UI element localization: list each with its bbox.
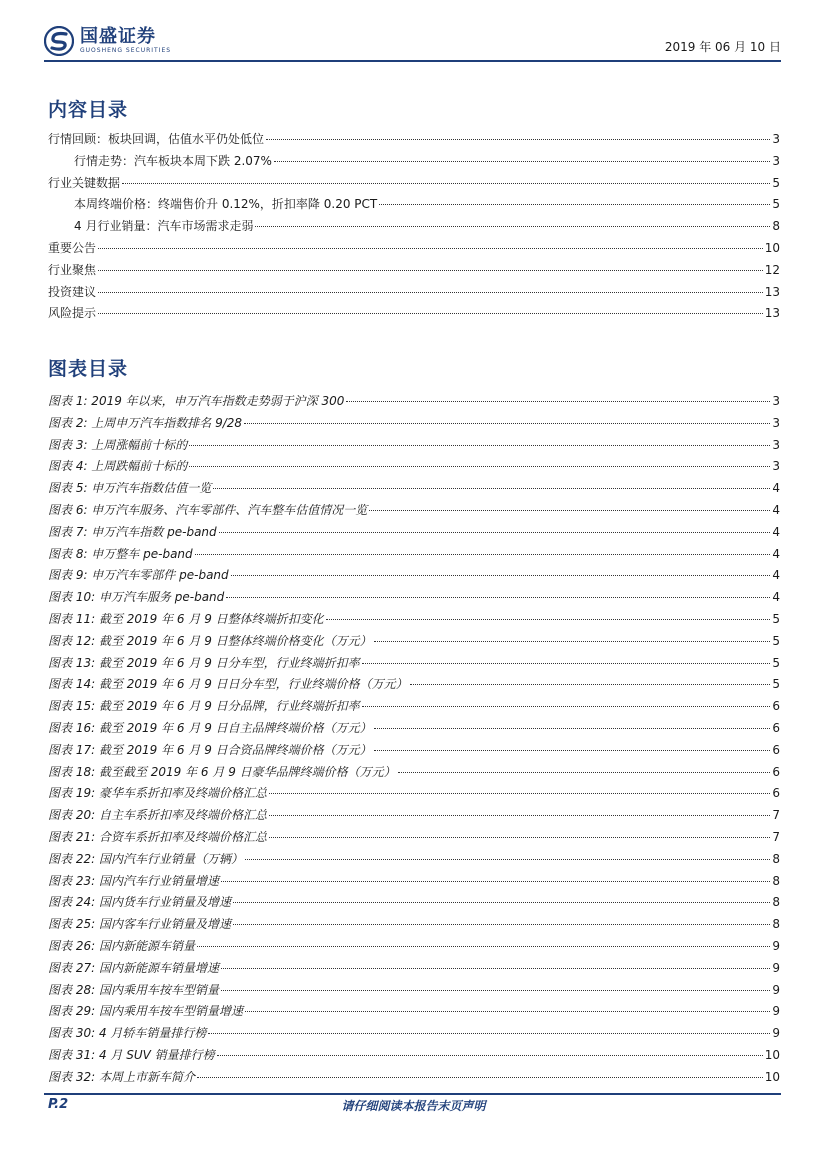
dot-leader	[379, 204, 770, 205]
figure-entry-page: 8	[772, 917, 780, 932]
dot-leader	[362, 663, 771, 664]
toc-entry-page: 12	[764, 262, 780, 277]
figure-entry[interactable]	[48, 981, 780, 1003]
figure-entry[interactable]	[48, 1024, 780, 1046]
dot-leader	[98, 270, 763, 271]
dot-leader	[195, 554, 771, 555]
toc-entry-label: 行业聚焦	[48, 262, 97, 277]
figure-entry[interactable]	[48, 828, 780, 850]
logo-icon	[44, 26, 74, 56]
toc-entry-label: 行情回顾：板块回调，估值水平仍处低位	[48, 132, 265, 146]
toc-entry-label: 重要公告	[48, 240, 97, 255]
figure-entry-page: 8	[772, 873, 780, 888]
dot-leader	[226, 597, 770, 598]
dot-leader	[233, 902, 770, 903]
figure-entry-page: 5	[772, 655, 780, 670]
figure-entry-page: 5	[772, 633, 780, 648]
figure-entry[interactable]	[48, 436, 780, 458]
figure-entry-label: 图表 8: 申万整车 pe-band	[48, 546, 193, 561]
figure-entry[interactable]	[48, 654, 780, 676]
figure-entry-label: 图表 15: 截至 2019 年 6 月 9 日分品牌，行业终端折扣率	[48, 699, 360, 714]
dot-leader	[245, 1011, 770, 1012]
figure-entry[interactable]	[48, 392, 780, 414]
dot-leader	[122, 183, 770, 184]
figure-entry-page: 8	[772, 851, 780, 866]
toc-entry-page: 10	[764, 240, 780, 255]
figure-entry-page: 6	[772, 786, 780, 801]
toc-entry-page: 3	[772, 153, 780, 168]
figure-entry-page: 3	[772, 394, 780, 408]
figure-entry-page: 4	[772, 590, 780, 605]
dot-leader	[398, 772, 771, 773]
toc-entry-label: 行情走势：汽车板块本周下跌 2.07%	[74, 153, 272, 168]
figure-entry-label: 图表 27: 国内新能源车销量增速	[48, 960, 219, 975]
page-number: P.2	[48, 1097, 69, 1112]
figure-entry[interactable]	[48, 1002, 780, 1024]
toc-entry-page: 8	[772, 219, 780, 234]
figure-entry-label: 图表 7: 申万汽车指数 pe-band	[48, 524, 217, 539]
figure-entry-label: 图表 23: 国内汽车行业销量增速	[48, 873, 219, 888]
figure-entry-page: 4	[772, 546, 780, 561]
dot-leader	[369, 510, 770, 511]
figure-entry[interactable]	[48, 610, 780, 632]
figure-entry-label: 图表 29: 国内乘用车按车型销量增速	[48, 1004, 243, 1019]
figure-entry[interactable]	[48, 697, 780, 719]
figure-entry-label: 图表 11: 截至 2019 年 6 月 9 日整体终端折扣变化	[48, 611, 324, 626]
dot-leader	[410, 684, 771, 685]
figure-entry[interactable]	[48, 414, 780, 436]
dot-leader	[269, 837, 770, 838]
figure-entry-label: 图表 14: 截至 2019 年 6 月 9 日日分车型，行业终端价格（万元）	[48, 677, 408, 692]
figure-entry-page: 3	[772, 437, 780, 452]
brand-name-en: GUOSHENG SECURITIES	[80, 47, 172, 54]
toc-entry[interactable]	[48, 283, 780, 305]
dot-leader	[98, 292, 763, 293]
toc-entry[interactable]	[48, 217, 780, 239]
dot-leader	[374, 641, 771, 642]
toc-entry-page: 13	[764, 284, 780, 299]
figure-entry[interactable]	[48, 784, 780, 806]
figure-entry[interactable]	[48, 719, 780, 741]
figure-entry-label: 图表 32: 本周上市新车简介	[48, 1069, 195, 1084]
toc-entry-label: 行业关键数据	[48, 175, 121, 190]
figure-entry[interactable]	[48, 763, 780, 785]
figure-entry[interactable]	[48, 850, 780, 872]
toc-entry[interactable]	[48, 152, 780, 174]
figure-entry-label: 图表 25: 国内客车行业销量及增速	[48, 917, 231, 932]
figure-entry-label: 图表 24: 国内货车行业销量及增速	[48, 895, 231, 910]
figure-entry[interactable]	[48, 501, 780, 523]
dot-leader	[208, 1033, 770, 1034]
figure-entry[interactable]	[48, 632, 780, 654]
figure-entry-label: 图表 6: 申万汽车服务、汽车零部件、汽车整车估值情况一览	[48, 502, 368, 517]
figure-entry-page: 9	[772, 938, 780, 953]
figure-entry-page: 9	[772, 982, 780, 997]
figure-entry[interactable]	[48, 806, 780, 828]
figure-entry[interactable]	[48, 675, 780, 697]
report-date: 2019 年 06 月 10 日	[664, 40, 781, 54]
figure-entry-label: 图表 19: 豪华车系折扣率及终端价格汇总	[48, 786, 267, 801]
dot-leader	[221, 990, 770, 991]
toc-entry-label: 本周终端价格：终端售价升 0.12%，折扣率降 0.20 PCT	[74, 197, 378, 212]
figure-entry[interactable]	[48, 937, 780, 959]
figure-entry[interactable]	[48, 959, 780, 981]
dot-leader	[189, 466, 770, 467]
figure-entry-label: 图表 10: 申万汽车服务 pe-band	[48, 590, 225, 605]
figure-entry-page: 6	[772, 764, 780, 779]
toc-entry[interactable]	[48, 261, 780, 283]
footer-divider	[44, 1093, 781, 1095]
dot-leader	[98, 248, 763, 249]
figure-entry-page: 3	[772, 415, 780, 430]
figure-entry-label: 图表 2: 上周申万汽车指数排名 9/28	[48, 415, 243, 430]
figure-entry-label: 图表 4: 上周跌幅前十标的	[48, 459, 188, 474]
dot-leader	[197, 1077, 763, 1078]
figure-entry[interactable]	[48, 893, 780, 915]
figure-entry-label: 图表 5: 申万汽车指数估值一览	[48, 481, 212, 496]
figure-entry-page: 8	[772, 895, 780, 910]
figure-entry-page: 5	[772, 677, 780, 692]
figure-entry[interactable]	[48, 915, 780, 937]
contents-list	[48, 130, 780, 326]
figure-entry-label: 图表 9: 申万汽车零部件 pe-band	[48, 568, 229, 583]
toc-entry[interactable]	[48, 304, 780, 326]
dot-leader	[217, 1055, 763, 1056]
figure-entry-label: 图表 1: 2019 年以来，申万汽车指数走势弱于沪深 300	[48, 394, 345, 408]
dot-leader	[245, 859, 770, 860]
figure-entry-label: 图表 26: 国内新能源车销量	[48, 938, 195, 953]
figure-entry-label: 图表 16: 截至 2019 年 6 月 9 日自主品牌终端价格（万元）	[48, 720, 372, 735]
figure-entry[interactable]	[48, 545, 780, 567]
toc-entry-label: 4 月行业销量：汽车市场需求走弱	[74, 219, 254, 234]
figure-entry-label: 图表 28: 国内乘用车按车型销量	[48, 982, 219, 997]
dot-leader	[326, 619, 771, 620]
dot-leader	[244, 423, 770, 424]
figure-entry-label: 图表 12: 截至 2019 年 6 月 9 日整体终端价格变化（万元）	[48, 633, 372, 648]
figure-entry-label: 图表 20: 自主车系折扣率及终端价格汇总	[48, 808, 267, 823]
dot-leader	[346, 401, 770, 402]
toc-entry-label: 风险提示	[48, 306, 97, 321]
dot-leader	[221, 968, 770, 969]
dot-leader	[274, 161, 770, 162]
figure-entry[interactable]	[48, 1046, 780, 1068]
figure-entry[interactable]	[48, 566, 780, 588]
figure-entry-page: 7	[772, 808, 780, 823]
dot-leader	[98, 313, 763, 314]
figure-entry-page: 4	[772, 524, 780, 539]
dot-leader	[362, 706, 771, 707]
toc-entry-page: 13	[764, 306, 780, 321]
figure-entry-label: 图表 21: 合资车系折扣率及终端价格汇总	[48, 829, 267, 844]
toc-entry[interactable]	[48, 239, 780, 261]
toc-entry[interactable]	[48, 174, 780, 196]
dot-leader	[221, 881, 770, 882]
toc-entry[interactable]	[48, 130, 780, 152]
contents-title: 内容目录	[48, 99, 129, 121]
figure-entry-page: 6	[772, 742, 780, 757]
figure-entry-label: 图表 18: 截至截至 2019 年 6 月 9 日豪华品牌终端价格（万元）	[48, 764, 396, 779]
figure-entry-page: 6	[772, 699, 780, 714]
figure-entry-page: 10	[764, 1047, 780, 1062]
dot-leader	[231, 575, 771, 576]
toc-entry-page: 3	[772, 132, 780, 146]
figure-entry-page: 3	[772, 459, 780, 474]
dot-leader	[269, 815, 770, 816]
page-header	[44, 22, 781, 62]
brand-name-cn: 国盛证券	[80, 26, 156, 47]
toc-entry-page: 5	[772, 175, 780, 190]
toc-entry-label: 投资建议	[48, 284, 97, 299]
company-logo	[44, 26, 171, 56]
dot-leader	[197, 946, 770, 947]
figure-entry-label: 图表 31: 4 月 SUV 销量排行榜	[48, 1047, 215, 1062]
header-divider	[44, 60, 781, 62]
dot-leader	[255, 226, 770, 227]
dot-leader	[374, 750, 771, 751]
dot-leader	[233, 924, 770, 925]
figure-entry[interactable]	[48, 479, 780, 501]
dot-leader	[374, 728, 771, 729]
dot-leader	[269, 793, 770, 794]
toc-entry[interactable]	[48, 195, 780, 217]
figure-entry-page: 9	[772, 1004, 780, 1019]
figure-entry-page: 4	[772, 481, 780, 496]
figure-entry-page: 6	[772, 720, 780, 735]
figure-entry[interactable]	[48, 741, 780, 763]
dot-leader	[219, 532, 771, 533]
figure-entry-label: 图表 22: 国内汽车行业销量（万辆）	[48, 851, 243, 866]
figures-title: 图表目录	[48, 358, 129, 380]
figure-entry[interactable]	[48, 457, 780, 479]
figure-entry-page: 5	[772, 611, 780, 626]
dot-leader	[266, 139, 770, 140]
dot-leader	[189, 445, 770, 446]
figure-entry-page: 4	[772, 568, 780, 583]
figure-entry[interactable]	[48, 872, 780, 894]
toc-entry-page: 5	[772, 197, 780, 212]
figure-entry-label: 图表 3: 上周涨幅前十标的	[48, 437, 188, 452]
figure-entry[interactable]	[48, 588, 780, 610]
figure-entry-page: 7	[772, 829, 780, 844]
figure-entry-label: 图表 13: 截至 2019 年 6 月 9 日分车型，行业终端折扣率	[48, 655, 360, 670]
figure-entry-page: 9	[772, 1026, 780, 1041]
figure-entry-label: 图表 17: 截至 2019 年 6 月 9 日合资品牌终端价格（万元）	[48, 742, 372, 757]
figure-entry-page: 10	[764, 1069, 780, 1084]
dot-leader	[213, 488, 770, 489]
figure-entry[interactable]	[48, 1068, 780, 1090]
figure-entry-page: 9	[772, 960, 780, 975]
figure-entry-page: 4	[772, 502, 780, 517]
disclaimer-note: 请仔细阅读本报告末页声明	[341, 1099, 486, 1113]
figures-list	[48, 392, 780, 1090]
figure-entry-label: 图表 30: 4 月轿车销量排行榜	[48, 1026, 207, 1041]
figure-entry[interactable]	[48, 523, 780, 545]
